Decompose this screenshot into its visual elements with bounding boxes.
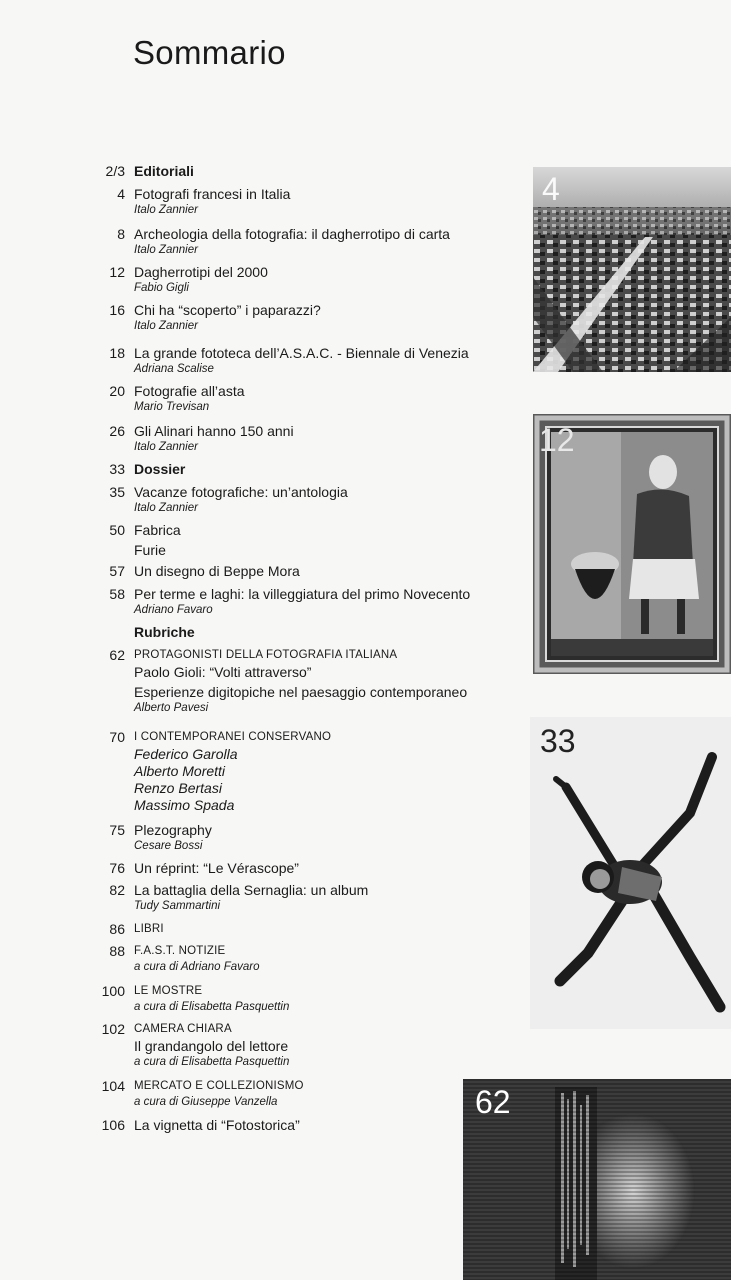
entry-text (134, 943, 260, 975)
jumping-figure-image (530, 717, 731, 1029)
entry-author: a cura di Elisabetta Pasquettin (134, 1056, 290, 1068)
entry-author: Italo Zannier (134, 320, 198, 332)
entry-title: I CONTEMPORANEI CONSERVANO (134, 731, 332, 743)
entry-title: Un réprint: “Le Vérascope” (134, 860, 299, 876)
entry-title: Gli Alinari hanno 150 anni (134, 423, 294, 439)
page-number: 57 (109, 563, 125, 579)
photo-page-number: 12 (539, 422, 575, 458)
photo-city-aerial (533, 167, 731, 372)
page-number: 2/3 (105, 163, 125, 179)
page-number: 18 (109, 345, 125, 361)
entry-text (134, 484, 348, 516)
entry-text (134, 522, 181, 559)
entry-text (134, 264, 268, 296)
entry-text (134, 586, 470, 618)
page-number: 16 (109, 302, 125, 318)
entry-title: Dossier (134, 461, 186, 477)
entry-author: a cura di Giuseppe Vanzella (134, 1096, 278, 1108)
page-number: 100 (101, 983, 125, 999)
entry-text (134, 624, 195, 641)
entry-text (134, 345, 469, 377)
entry-author: Alberto Pavesi (134, 702, 209, 714)
page-number: 104 (101, 1078, 125, 1094)
page-title: Sommario (133, 34, 286, 71)
entry-author: Italo Zannier (134, 244, 198, 256)
page-number: 106 (101, 1117, 125, 1133)
entry-author: Massimo Spada (134, 797, 235, 813)
page-number: 26 (109, 423, 125, 439)
entry-author: Italo Zannier (134, 204, 198, 216)
entry-title: F.A.S.T. NOTIZIE (134, 945, 226, 957)
entry-title: Un disegno di Beppe Mora (134, 563, 300, 579)
entry-subtitle: Il grandangolo del lettore (134, 1038, 289, 1054)
entry-title: CAMERA CHIARA (134, 1023, 232, 1035)
entry-author: Adriana Scalise (134, 363, 214, 375)
entry-title: Per terme e laghi: la villeggiatura del primo Novecento (134, 586, 471, 602)
page-number: 102 (101, 1021, 125, 1037)
page-number: 20 (109, 383, 125, 399)
entry-title: Fotografi francesi in Italia (134, 186, 291, 202)
entry-title: La battaglia della Sernaglia: un album (134, 882, 369, 898)
page-number: 82 (109, 882, 125, 898)
entry-title: Fotografie all’asta (134, 383, 245, 399)
entry-subtitle: Furie (134, 542, 166, 558)
page-number: 12 (109, 264, 125, 280)
entry-text (134, 163, 194, 180)
entry-author: Italo Zannier (134, 441, 198, 453)
entry-author: Italo Zannier (134, 502, 198, 514)
photo-page-number: 4 (542, 171, 560, 207)
entry-title: Chi ha “scoperto” i paparazzi? (134, 302, 321, 318)
entry-text (134, 423, 294, 455)
entry-author: Adriano Favaro (134, 604, 213, 616)
entry-text (134, 983, 289, 1015)
entry-text (134, 647, 467, 716)
entry-text (134, 921, 164, 938)
entry-text (134, 186, 290, 218)
photo-page-number: 33 (540, 723, 576, 759)
entry-author: a cura di Adriano Favaro (134, 961, 260, 973)
page-number: 33 (109, 461, 125, 477)
entry-author: Fabio Gigli (134, 282, 189, 294)
entry-title: La vignetta di “Fotostorica” (134, 1117, 300, 1133)
entry-text (134, 729, 331, 814)
entry-title: Vacanze fotografiche: un’antologia (134, 484, 348, 500)
page-number: 62 (109, 647, 125, 663)
entry-text (134, 822, 212, 854)
entry-author: Renzo Bertasi (134, 780, 222, 796)
page-number: 70 (109, 729, 125, 745)
entry-title: Archeologia della fotografia: il dagherrotipo di carta (134, 226, 450, 242)
entry-subtitle: Esperienze digitopiche nel paesaggio contemporaneo (134, 684, 468, 700)
entry-author: Mario Trevisan (134, 401, 210, 413)
entry-title: Plezography (134, 822, 212, 838)
entry-text (134, 383, 245, 415)
page-number: 50 (109, 522, 125, 538)
page-number: 75 (109, 822, 125, 838)
entry-text (134, 226, 450, 258)
entry-text (134, 563, 300, 580)
entry-text (134, 860, 299, 877)
entry-text (134, 882, 368, 914)
entry-title: PROTAGONISTI DELLA FOTOGRAFIA ITALIANA (134, 649, 398, 661)
page-number: 4 (117, 186, 125, 202)
entry-text (134, 302, 321, 334)
page-number: 8 (117, 226, 125, 242)
page-number: 58 (109, 586, 125, 602)
entry-text (134, 1021, 289, 1070)
page-number: 76 (109, 860, 125, 876)
page-number: 88 (109, 943, 125, 959)
entry-title: LE MOSTRE (134, 985, 203, 997)
photo-page-number: 62 (475, 1084, 511, 1120)
entry-author: Federico Garolla (134, 746, 238, 762)
entry-title: Editoriali (134, 163, 194, 179)
entry-text (134, 1078, 304, 1110)
entry-text (134, 1117, 300, 1134)
entry-title: La grande fototeca dell’A.S.A.C. - Biennale di Venezia (134, 345, 469, 361)
photo-abstract-face (463, 1079, 731, 1280)
entry-title: LIBRI (134, 923, 164, 935)
photo-framed-portrait (533, 414, 731, 674)
entry-title: Rubriche (134, 624, 195, 640)
photo-jumping-figure (530, 717, 731, 1029)
entry-author: Tudy Sammartini (134, 900, 221, 912)
entry-subtitle: Paolo Gioli: “Volti attraverso” (134, 664, 312, 680)
entry-title: Dagherrotipi del 2000 (134, 264, 268, 280)
page-number: 86 (109, 921, 125, 937)
page-number: 35 (109, 484, 125, 500)
entry-title: Fabrica (134, 522, 181, 538)
entry-author: a cura di Elisabetta Pasquettin (134, 1001, 290, 1013)
entry-text (134, 461, 185, 478)
entry-author: Cesare Bossi (134, 840, 203, 852)
city-aerial-image (533, 167, 731, 372)
entry-author: Alberto Moretti (134, 763, 226, 779)
entry-title: MERCATO E COLLEZIONISMO (134, 1080, 304, 1092)
